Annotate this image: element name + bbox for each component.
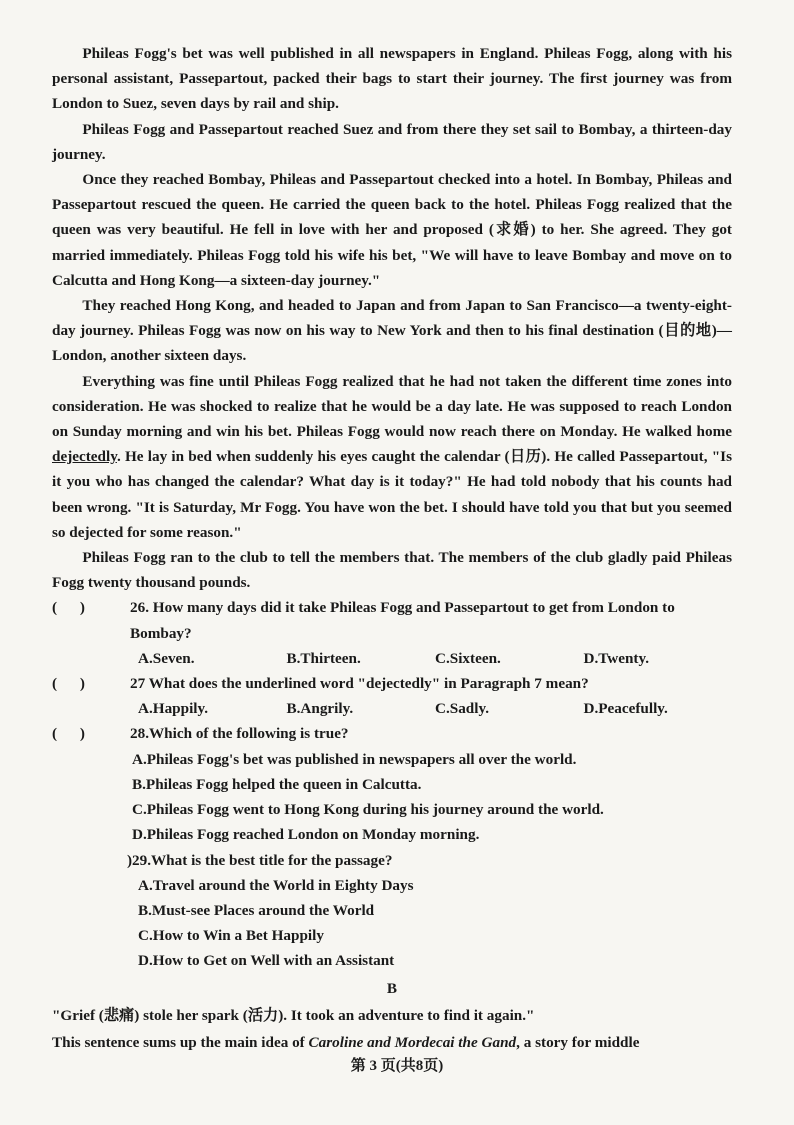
option-c: C.How to Win a Bet Happily	[138, 927, 324, 945]
question-29-text: 29.What is the best title for the passage?	[132, 851, 393, 869]
question-26	[52, 595, 732, 671]
passage-paragraph-1: Phileas Fogg's bet was well published in all newspapers in England. Phileas Fogg, along with his personal assistant, Passepartout, packed their bags to start their journey. The first journey was from London to Suez, seven days by rail and ship.	[52, 45, 732, 113]
paragraph-5-part-1: Everything was fine until Phileas Fogg realized that he had not taken the different time zones into consideration. He was shocked to realize that he would be a day late. He was supposed to reach London on Sunday morning and win his bet. Phileas Fogg would now reach there on Monday. He walked home	[52, 372, 732, 441]
question-27	[52, 671, 732, 721]
option-d: D.Twenty.	[583, 649, 650, 667]
option-d: D.Phileas Fogg reached London on Monday morning.	[132, 826, 480, 844]
option-d: D.Peacefully.	[583, 700, 668, 718]
option-a: A.Seven.	[138, 649, 195, 667]
question-26-options	[52, 646, 732, 671]
question-29	[52, 848, 732, 974]
option-c: C.Sixteen.	[435, 649, 501, 667]
answer-blank-29[interactable]: )	[126, 851, 132, 869]
question-27-text: 27 What does the underlined word "dejectedly" in Paragraph 7 mean?	[130, 675, 589, 693]
passage-paragraph-6: Phileas Fogg ran to the club to tell the members that. The members of the club gladly paid Phileas Fogg twenty thousand pounds.	[52, 549, 732, 592]
passage-paragraph-2: Phileas Fogg and Passepartout reached Suez and from there they set sail to Bombay, a thirteen-day journey.	[52, 120, 732, 163]
passage-paragraph-5	[52, 369, 732, 545]
answer-blank-28[interactable]: ( )	[52, 725, 85, 743]
book-title: Caroline and Mordecai the Gand	[308, 1033, 517, 1051]
option-a: A.Phileas Fogg's bet was published in newspapers all over the world.	[132, 750, 577, 768]
option-b: B.Must-see Places around the World	[138, 901, 375, 919]
answer-blank-27[interactable]: ( )	[52, 675, 85, 693]
option-b: B.Thirteen.	[286, 649, 361, 667]
question-28	[52, 721, 732, 847]
intro-text-1: This sentence sums up the main idea of	[52, 1033, 309, 1051]
paragraph-5-part-2: . He lay in bed when suddenly his eyes caught the calendar (日历). He called Passepartout, "Is it you who has changed the calendar? What day is it today?" He had told nobody that his counts had been wrong. "It is Saturday, Mr Fogg. You have won the bet. I should have told you that but you seemed so dejected for some reason."	[52, 448, 732, 541]
passage-paragraph-4: They reached Hong Kong, and headed to Japan and from Japan to San Francisco—a twenty-eight-day journey. Phileas Fogg was now on his way to New York and then to his final destination (目的地)—London, another sixteen days.	[52, 297, 732, 365]
option-b: B.Phileas Fogg helped the queen in Calcutta.	[132, 775, 422, 793]
option-a: A.Travel around the World in Eighty Days	[138, 876, 414, 894]
section-b-quote: "Grief (悲痛) stole her spark (活力). It took an adventure to find it again."	[52, 1006, 535, 1024]
page-content	[52, 41, 732, 1055]
section-b-heading: B	[386, 979, 398, 997]
underlined-word-dejectedly: dejectedly	[52, 448, 117, 466]
question-28-text: 28.Which of the following is true?	[130, 725, 349, 743]
option-c: C.Sadly.	[435, 700, 490, 718]
option-c: C.Phileas Fogg went to Hong Kong during his journey around the world.	[132, 801, 604, 819]
option-b: B.Angrily.	[286, 700, 354, 718]
section-b-intro	[52, 1030, 732, 1055]
question-26-text: 26. How many days did it take Phileas Fogg and Passepartout to get from London to Bombay?	[130, 599, 675, 642]
answer-blank-26[interactable]: ( )	[52, 599, 85, 617]
question-27-options	[52, 696, 732, 721]
option-a: A.Happily.	[138, 700, 209, 718]
option-d: D.How to Get on Well with an Assistant	[138, 952, 395, 970]
intro-text-2: , a story for middle	[516, 1033, 640, 1051]
passage-paragraph-3: Once they reached Bombay, Phileas and Passepartout checked into a hotel. In Bombay, Phileas and Passepartout rescued the queen. He carried the queen back to the hotel. Phileas Fogg realized that the queen was very beautiful. He fell in love with her and proposed (求婚) to her. She agreed. They got married immediately. Phileas Fogg told his wife his bet, "We will have to leave Bombay and move on to Calcutta and Hong Kong—a sixteen-day journey."	[52, 171, 732, 289]
page-number: 第 3 页(共8页)	[350, 1058, 444, 1074]
